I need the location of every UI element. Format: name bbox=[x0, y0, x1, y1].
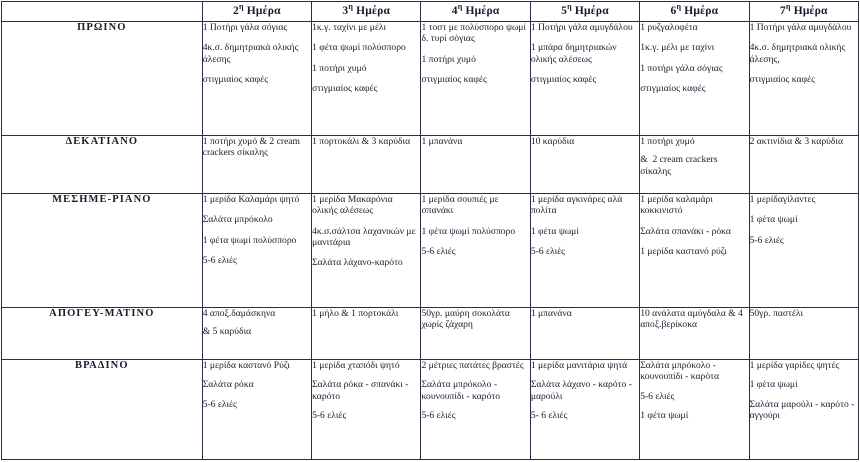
cell-afternoon-snack-day-6: 10 ανάλατα αμύγδαλα & 4 αποξ.βερίκοκα bbox=[640, 308, 749, 360]
cell-morning-snack-day-6: 1 ποτήρι χυμό & 2 cream crackers σίκαλης bbox=[640, 136, 749, 194]
weekly-meal-plan-sheet bbox=[0, 1, 860, 462]
cell-dinner-day-2: 1 μερίδα καστανό Ρύζι Σαλάτα ρόκα 5-6 ελιές bbox=[202, 360, 311, 460]
table-body bbox=[2, 22, 859, 460]
meal-label-lunch: ΜΕΣΗΜΕ-ΡΙΑΝΟ bbox=[2, 194, 203, 308]
table-row-dinner bbox=[2, 360, 859, 460]
table-row-afternoon-snack bbox=[2, 308, 859, 360]
cell-dinner-day-6: Σαλάτα μπρόκολο - κουνουπίδι - καρότα 5-6 ελιές 1 φέτα ψωμί bbox=[640, 360, 749, 460]
cell-lunch-day-7: 1 μερίδαγίλαντες 1 φέτα ψωμί 5-6 ελιές bbox=[749, 194, 858, 308]
day-3-label: $3^\eta$ Ημέρα bbox=[342, 2, 391, 17]
cell-afternoon-snack-day-3: 1 μήλο & 1 πορτοκάλι bbox=[312, 308, 421, 360]
cell-afternoon-snack-day-7: 50γρ. παστέλι bbox=[749, 308, 858, 360]
column-header-day-2 bbox=[202, 2, 311, 22]
cell-afternoon-snack-day-2: 4 αποξ.δαμάσκηνα & 5 καρύδια bbox=[202, 308, 311, 360]
cell-breakfast-day-3: 1κ.γ. ταχίνι με μέλι 1 φέτα ψωμί πολύσπορο 1 ποτήρι χυμό στιγμιαίος καφές bbox=[312, 22, 421, 136]
table-row-morning-snack bbox=[2, 136, 859, 194]
cell-breakfast-day-4: 1 τοστ με πολύσπορο ψωμί δ. τυρί σόγιας 1 ποτήρι χυμό στιγμιαίος καφές bbox=[421, 22, 530, 136]
cell-lunch-day-6: 1 μερίδα καλαμάρι κοκκινιστό Σαλάτα σπανάκι - ρόκα 1 μερίδα καστανό ρύζι bbox=[640, 194, 749, 308]
cell-dinner-day-7: 1 μερίδα γαρίδες ψητές 1 φέτα ψωμί Σαλάτα μαρούλι - καρότο - αγγούρι bbox=[749, 360, 858, 460]
cell-lunch-day-2: 1 μερίδα Καλαμάρι ψητό Σαλάτα μπρόκολο 1 φέτα ψωμί πολύσπορο 5-6 ελιές bbox=[202, 194, 311, 308]
cell-dinner-day-3: 1 μερίδα χταπόδι ψητό Σαλάτα ρόκα - σπανάκι - καρότο 5-6 ελιές bbox=[312, 360, 421, 460]
cell-lunch-day-5: 1 μερίδα αγκινάρες αλά πολίτα 1 φέτα ψωμί 5-6 ελιές bbox=[530, 194, 639, 308]
meal-label-morning-snack: ΔΕΚΑΤΙΑΝΟ bbox=[2, 136, 203, 194]
cell-morning-snack-day-5: 10 καρύδια bbox=[530, 136, 639, 194]
corner-cell bbox=[2, 2, 203, 22]
meal-label-dinner: ΒΡΑΔΙΝΟ bbox=[2, 360, 203, 460]
cell-morning-snack-day-2: 1 ποτήρι χυμό & 2 cream crackers σίκαλης bbox=[202, 136, 311, 194]
cell-afternoon-snack-day-4: 50γρ. μαύρη σοκολάτα χωρίς ζάχαρη bbox=[421, 308, 530, 360]
cell-afternoon-snack-day-5: 1 μπανάνα bbox=[530, 308, 639, 360]
column-header-day-5 bbox=[530, 2, 639, 22]
cell-lunch-day-4: 1 μερίδα σουπιές με σπανάκι 1 φέτα ψωμί πολύσπορο 5-6 ελιές bbox=[421, 194, 530, 308]
column-header-day-6 bbox=[640, 2, 749, 22]
table-header bbox=[2, 2, 859, 22]
day-6-label: $6^\eta$ Ημέρα bbox=[670, 2, 719, 17]
day-4-label: $4^\eta$ Ημέρα bbox=[451, 2, 500, 17]
table-row-breakfast bbox=[2, 22, 859, 136]
day-7-label: $7^\eta$ Ημέρα bbox=[779, 2, 828, 17]
meal-label-breakfast: ΠΡΩΙΝΟ bbox=[2, 22, 203, 136]
cell-breakfast-day-6: 1 ρυζγαλοφέτα 1κ.γ. μέλι με ταχίνι 1 ποτήρι γάλα σόγιας στιγμιαίος καφές bbox=[640, 22, 749, 136]
cell-morning-snack-day-3: 1 πορτοκάλι & 3 καρύδια bbox=[312, 136, 421, 194]
column-header-day-4 bbox=[421, 2, 530, 22]
table-row-lunch bbox=[2, 194, 859, 308]
cell-lunch-day-3: 1 μερίδα Μακαρόνια ολικής αλέσεως 4κ.σ.σάλτσα λαχανικών με μανιτάρια Σαλάτα λάχανο-καρότο bbox=[312, 194, 421, 308]
cell-breakfast-day-5: 1 Ποτήρι γάλα αμυγδάλου 1 μπάρα δημητριακών ολικής αλέσεως στιγμιαίος καφές bbox=[530, 22, 639, 136]
cell-dinner-day-4: 2 μέτριες πατάτες βραστές Σαλάτα μπρόκολο - κουνουπίδι - καρότο 5-6 ελιές bbox=[421, 360, 530, 460]
meal-label-afternoon-snack: ΑΠΟΓΕΥ-ΜΑΤΙΝΟ bbox=[2, 308, 203, 360]
meal-plan-table bbox=[1, 1, 859, 460]
cell-breakfast-day-2: 1 Ποτήρι γάλα σόγιας 4κ.σ. δημητριακά ολικής άλεσης στιγμιαίος καφές bbox=[202, 22, 311, 136]
cell-dinner-day-5: 1 μερίδα μανιτάρια ψητά Σαλάτα λάχανο - καρότο - μαρούλι 5- 6 ελιές bbox=[530, 360, 639, 460]
day-5-label: $5^\eta$ Ημέρα bbox=[561, 2, 609, 17]
column-header-day-7 bbox=[749, 2, 858, 22]
cell-morning-snack-day-7: 2 ακτινίδια & 3 καρύδια bbox=[749, 136, 858, 194]
column-header-day-3 bbox=[312, 2, 421, 22]
cell-morning-snack-day-4: 1 μπανάνα bbox=[421, 136, 530, 194]
day-2-label: $2^\eta$ Ημέρα bbox=[233, 2, 281, 17]
cell-breakfast-day-7: 1 Ποτήρι γάλα αμυγδάλου 4κ.σ. δημητριακά ολικής άλεσης, στιγμιαίος καφές bbox=[749, 22, 858, 136]
header-row bbox=[2, 2, 859, 22]
